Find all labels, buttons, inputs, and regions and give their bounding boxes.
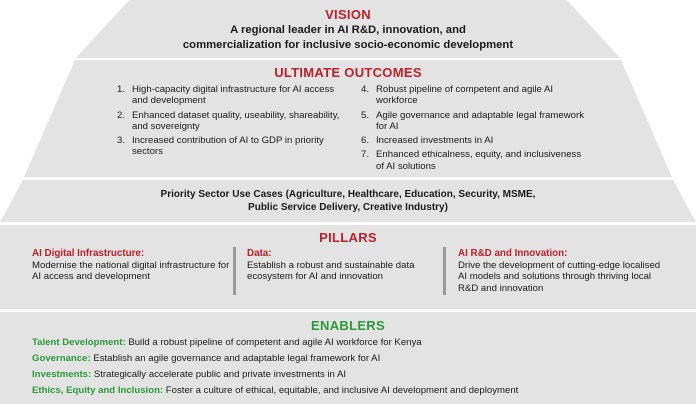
outcomes-list-right bbox=[361, 84, 586, 175]
pillar-description: Modernise the national digital infrastructure for AI access and development bbox=[32, 260, 230, 283]
sector-line-1: Priority Sector Use Cases (Agriculture, Healthcare, Education, Security, MSME, bbox=[160, 189, 536, 200]
enabler-text: Strategically accelerate public and private investments in AI bbox=[91, 369, 347, 380]
outcome-text: Enhanced dataset quality, useability, shareability, and sovereignty bbox=[132, 109, 340, 132]
outcome-item bbox=[361, 149, 586, 172]
enabler-text: Establish an agile governance and adaptable legal framework for AI bbox=[90, 353, 381, 364]
pillar-title: Data: bbox=[247, 248, 272, 259]
pillar-divider bbox=[443, 247, 446, 295]
outcomes-list-left bbox=[117, 84, 342, 161]
outcome-item bbox=[117, 135, 342, 158]
vision-line-1: A regional leader in AI R&D, innovation, and bbox=[230, 24, 466, 36]
pillar-title: AI Digital Infrastructure: bbox=[32, 248, 145, 259]
priority-sector-use-cases bbox=[0, 189, 696, 214]
outcome-text: Agile governance and adaptable legal framework for AI bbox=[376, 109, 584, 132]
enabler-label: Governance: bbox=[32, 353, 91, 364]
outcome-text: Enhanced ethicalness, equity, and inclusiveness of AI solutions bbox=[376, 149, 582, 172]
outcome-item bbox=[117, 84, 342, 107]
outcome-number: 1. bbox=[117, 84, 126, 95]
enabler-text: Foster a culture of ethical, equitable, and inclusive AI development and deployment bbox=[163, 385, 519, 396]
vision-statement bbox=[0, 23, 696, 52]
pillar-title: AI R&D and Innovation: bbox=[458, 248, 568, 259]
outcome-item bbox=[117, 110, 342, 133]
sector-line-2: Public Service Delivery, Creative Industry) bbox=[248, 201, 448, 213]
outcome-number: 5. bbox=[361, 109, 370, 121]
pillar-description: Establish a robust and sustainable data ecosystem for AI and innovation bbox=[247, 260, 415, 283]
enabler-governance bbox=[32, 353, 682, 365]
outcome-item bbox=[361, 110, 586, 133]
enabler-ethics-equity-inclusion bbox=[32, 385, 682, 397]
pillar-data bbox=[247, 248, 432, 283]
vision-line-2: commercialization for inclusive socio-economic development bbox=[182, 38, 514, 51]
enabler-label: Ethics, Equity and Inclusion: bbox=[32, 385, 164, 396]
vision-heading: VISION bbox=[325, 7, 371, 22]
outcome-number: 6. bbox=[361, 135, 370, 147]
enabler-talent-development bbox=[32, 337, 682, 349]
outcome-item bbox=[361, 84, 586, 107]
pillar-divider bbox=[233, 247, 236, 295]
enabler-label: Investments: bbox=[32, 369, 92, 380]
outcome-text: High-capacity digital infrastructure for AI access and development bbox=[132, 84, 335, 107]
outcome-number: 7. bbox=[361, 149, 370, 161]
outcome-text: Increased investments in AI bbox=[376, 135, 494, 147]
outcome-number: 4. bbox=[361, 84, 370, 95]
pillar-ai-digital-infrastructure bbox=[32, 248, 232, 283]
enablers-heading: ENABLERS bbox=[311, 318, 385, 333]
outcome-item bbox=[361, 135, 586, 146]
outcomes-heading: ULTIMATE OUTCOMES bbox=[274, 65, 422, 80]
pillar-ai-rnd-innovation bbox=[458, 248, 663, 294]
outcome-number: 3. bbox=[117, 135, 126, 147]
enabler-investments bbox=[32, 369, 682, 381]
enabler-text: Build a robust pipeline of competent and agile AI workforce for Kenya bbox=[125, 337, 422, 348]
pillars-heading: PILLARS bbox=[319, 230, 377, 245]
outcome-text: Increased contribution of AI to GDP in priority sectors bbox=[132, 135, 324, 158]
pillar-description: Drive the development of cutting-edge localised AI models and solutions through thriving local R&D and innovation bbox=[458, 260, 661, 294]
outcome-text: Robust pipeline of competent and agile AI workforce bbox=[376, 84, 554, 107]
enabler-label: Talent Development: bbox=[32, 337, 126, 348]
outcome-number: 2. bbox=[117, 109, 126, 121]
